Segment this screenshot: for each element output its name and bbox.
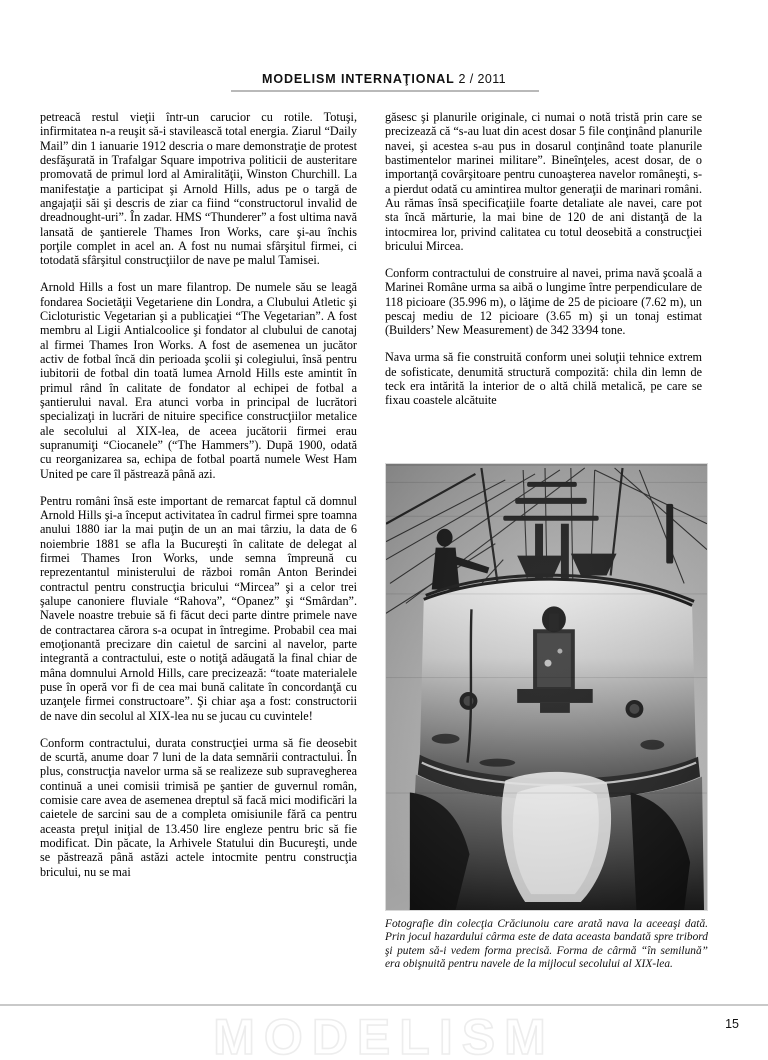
photo-caption: Fotografie din colecţia Crăciunoiu care arată nava la aceeaşi dată. Prin jocul hazardului cârma este de data aceasta bandată spre tribord şi putem să-i vedem forma precisă. Forma de cârmă “în semilună” era obişnuită pentru navele de la mijlocul secolului al XIX-lea. bbox=[385, 918, 708, 971]
watermark-text: MODELISM bbox=[213, 1009, 555, 1060]
page-number: 15 bbox=[725, 1017, 739, 1031]
paragraph: Pentru români însă este important de remarcat faptul că domnul Arnold Hills şi-a început activitatea în cadrul firmei spre toamna anului 1880 iar la mai puţin de un an mai târziu, la data de 6 noiembrie 1881 se afla la Bucureşti în calitate de delegat al firmei Thames Iron Works, unde semna împreună cu reprezentantul ministerului de război român Anton Berindei contractul pentru construcţia bricului “Mircea” şi a celor trei şalupe canoniere fluviale “Rahova”, “Opanez” şi “Smârdan”. Navele noastre trebuie să fi făcut deci parte dintre primele nave de contractarea cărora s-a ocupat in întregime. Probabil cea mai emoţionantă precizare din caietul de sarcini al navelor, parte integrantă a contractului, este o notiţă adăugată la final chiar de mâna domnului Arnold Hills, care precizează: “toate materialele puse în operă vor fi de cea mai bună calitate în concordanţă cu uzanţele firmei constructoare”. Şi chiar aşa a fost: constructorii de nave din secolul al XIX-lea nu se jucau cu cuvintele! bbox=[40, 493, 357, 723]
ship-stern-photograph bbox=[385, 463, 708, 911]
paragraph: Arnold Hills a fost un mare filantrop. De numele său se leagă fondarea Societăţii Vegetariene din Londra, a Clubului Atletic şi Cicloturistic Vegetarian şi a publicaţiei “The Vegetarian”. A fost membru al Ligii Antialcoolice şi fondator al clubului de canotaj al firmei Thames Iron Works. A fost de asemenea un jucător activ de fotbal încă din perioada şcolii şi colegiului, însă pentru iubitorii de fotbal din toată lumea Arnold Hills este amintit în primul rând în calitate de fondator al echipei de fotbal a şantierului naval. Era atunci vorba in principal de lucrători specializaţi in lucrări de nituire specifice construcţiilor metalice ale secolului al XIX-lea, de aceea jucătorii firmei erau supranumiţi “Ciocanele” (“The Hammers”). După 1900, odată cu reorganizarea sa, echipa de fotbal poartă numele West Ham United pe care îl păstrează până azi. bbox=[40, 280, 357, 481]
paragraph: petreacă restul vieţii într-un carucior cu rotile. Totuşi, infirmitatea n-a reuşit să-i stavilească total energia. Ziarul “Daily Mail” din 1 ianuarie 1912 descria o mare demonstraţie de protest desfăşurată in Trafalgar Square impotriva politicii de austeritare promovată de primul lord al Amiralităţii, Winston Churchill. La manifestaţie a participat şi Arnold Hills, adus pe o targă de angajaţii săi şi descris de ziar ca fiind “constructorul invalid de dreadnought-uri”. În zadar. HMS “Thunderer” a fost ultima navă lansată de şantierele Thames Iron Works, care şi-au închis porţile complet in acel an. A fost nu numai sfârşitul firmei, ci totodată sfârşitul construcţiilor de nave pe malul Tamisei. bbox=[40, 110, 357, 268]
paragraph: găsesc şi planurile originale, ci numai o notă tristă prin care se precizează că “s-au luat din acest dosar 5 file conţinând planurile navei, şi acestea s-au pus in dosarul conţinând toate planurile bastimentelor marinei militare”. Bineînţeles, acest dosar, de o importanţă covârşitoare pentru cunoaşterea navelor româneşti, s-a pierdut odată cu amintirea multor generaţii de marinari români. Au rămas însă specificaţiile foarte detaliate ale navei, care pot sta încă mărturie, la mai bine de 120 de ani distanţă de la intocmirea lor, privind calitatea cu totul deosebită a construcţiei bricului Mircea. bbox=[385, 110, 702, 254]
page-header bbox=[0, 72, 768, 86]
paragraph: Conform contractului de construire al navei, prima navă şcoală a Marinei Române urma sa aibă o lungime între perpendiculare de 118 picioare (35.996 m), o lăţime de 25 de picioare (7.62 m), un pescaj mediu de 12 picioare (3.65 m) şi un tonaj estimat (Builders’ New Measurement) de 342 33⁄94 tone. bbox=[385, 265, 702, 338]
header-divider bbox=[231, 90, 539, 92]
footer-divider bbox=[0, 1004, 768, 1006]
magazine-title: MODELISM INTERNAŢIONAL bbox=[262, 72, 455, 86]
left-text-column bbox=[40, 110, 357, 879]
paragraph: Conform contractului, durata construcţiei urma să fie deosebit de scurtă, anume doar 7 luni de la data semnării contractului. În plus, construcţia navelor urma să se realizeze sub supravegherea continuă a unei comisii trimisă pe şantier de guvernul român, comisie care avea de asemenea dreptul să facă mici modificări la caietele de sarcini sau de a completa omisiunile fără ca pentru aceasta preţul iniţial de 13.450 lire engleze pentru bric să fie modificat. Din păcate, la Arhivele Statului din Bucureşti, unde se păstrează până astăzi actele intocmite pentru construcţia bricului, nu se mai bbox=[40, 735, 357, 879]
photo-block bbox=[385, 463, 708, 972]
issue-number: 2 / 2011 bbox=[458, 72, 506, 86]
right-text-column bbox=[385, 110, 702, 408]
paragraph: Nava urma să fie construită conform unei soluţii tehnice extrem de sofisticate, denumită structură compozită: chila din lemn de teck era intărită la interior de o altă chilă metalică, pe care se fixau coastele alcătuite bbox=[385, 350, 702, 408]
